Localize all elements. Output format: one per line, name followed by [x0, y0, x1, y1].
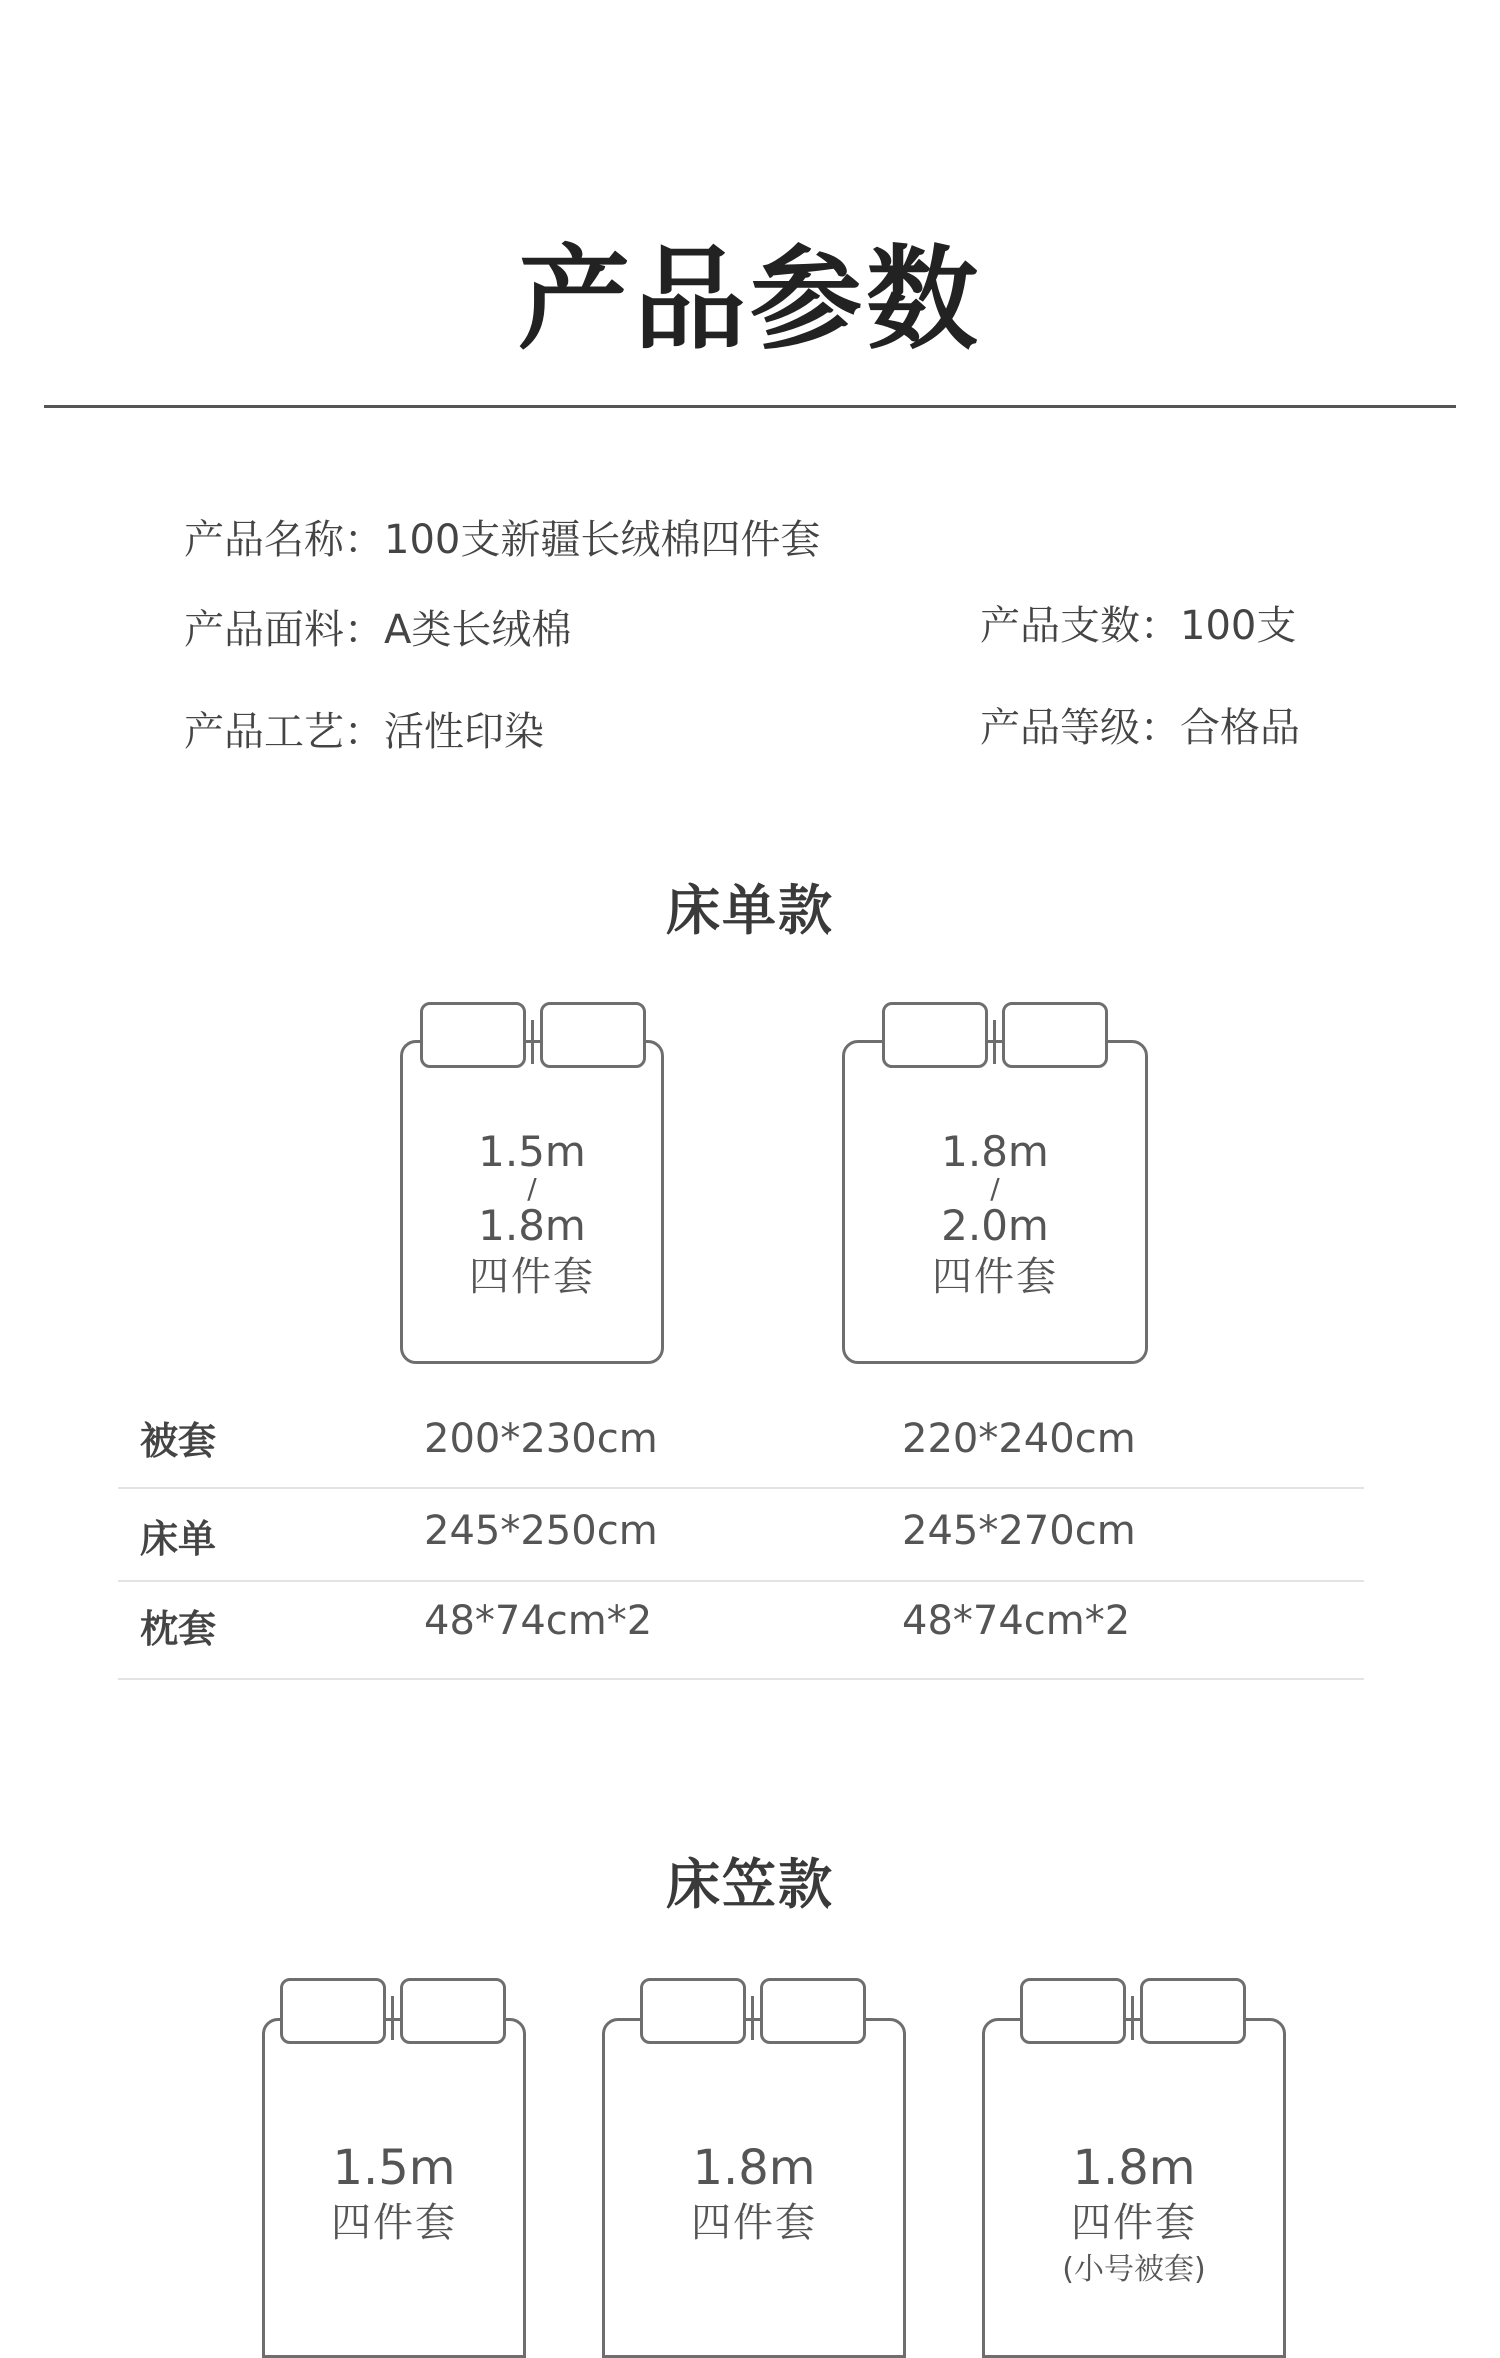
row-value-duvet-2: 220*240cm: [902, 1416, 1136, 1462]
spec-product-name: 产品名称：100支新疆长绒棉四件套: [184, 517, 821, 563]
spec-product-count: 产品支数：100支: [980, 603, 1297, 649]
bed-label-fitted-3: [982, 2140, 1286, 2290]
pillow-icon: [1002, 1002, 1108, 1068]
bed-size-slash: /: [527, 1172, 537, 1205]
title-divider: [44, 405, 1456, 408]
row-label-duvet-cover: 被套: [140, 1419, 217, 1463]
row-value-sheet-1: 245*250cm: [424, 1508, 658, 1554]
bed-seam: [751, 1996, 754, 2040]
bed-set-label: 四件套: [331, 2200, 457, 2246]
pillow-icon: [420, 1002, 526, 1068]
spec-product-craft: 产品工艺：活性印染: [184, 709, 544, 755]
bed-seam: [531, 1020, 534, 1064]
bed-size-top: 1.8m: [941, 1127, 1049, 1176]
bed-size-slash: /: [990, 1172, 1000, 1205]
bed-size: 1.8m: [692, 2140, 816, 2196]
spec-product-grade: 产品等级：合格品: [980, 705, 1300, 751]
bed-label-fitted-2: [602, 2140, 906, 2250]
pillow-icon: [640, 1978, 746, 2044]
bed-seam: [391, 1996, 394, 2040]
row-value-sheet-2: 245*270cm: [902, 1508, 1136, 1554]
bed-size-top: 1.5m: [478, 1127, 586, 1176]
bed-set-label: 四件套: [932, 1254, 1058, 1300]
bed-size-bottom: 1.8m: [478, 1201, 586, 1250]
bed-label-sheet-2: [842, 1128, 1148, 1304]
row-value-duvet-1: 200*230cm: [424, 1416, 658, 1462]
bed-size: 1.8m: [1072, 2140, 1196, 2196]
bed-size-bottom: 2.0m: [941, 1201, 1049, 1250]
fitted-section-title: 床笠款: [666, 1853, 834, 1916]
row-label-sheet: 床单: [140, 1517, 217, 1561]
pillow-icon: [1140, 1978, 1246, 2044]
bed-set-label: 四件套: [469, 1254, 595, 1300]
pillow-icon: [400, 1978, 506, 2044]
page-title: 产品参数: [518, 235, 982, 365]
sheet-section-title: 床单款: [666, 879, 834, 942]
bed-label-fitted-1: [262, 2140, 526, 2250]
table-row-divider: [118, 1678, 1364, 1680]
pillow-icon: [1020, 1978, 1126, 2044]
row-value-pillowcase-2: 48*74cm*2: [902, 1598, 1131, 1644]
row-label-pillowcase: 枕套: [140, 1607, 217, 1651]
row-value-pillowcase-1: 48*74cm*2: [424, 1598, 653, 1644]
table-row-divider: [118, 1487, 1364, 1489]
bed-set-label: 四件套: [691, 2200, 817, 2246]
pillow-icon: [760, 1978, 866, 2044]
bed-label-sheet-1: [400, 1128, 664, 1304]
bed-size: 1.5m: [332, 2140, 456, 2196]
bed-seam: [1131, 1996, 1134, 2040]
bed-set-label: 四件套: [1071, 2200, 1197, 2246]
pillow-icon: [882, 1002, 988, 1068]
table-row-divider: [118, 1580, 1364, 1582]
pillow-icon: [280, 1978, 386, 2044]
pillow-icon: [540, 1002, 646, 1068]
spec-product-fabric: 产品面料：A类长绒棉: [184, 607, 572, 653]
bed-note: (小号被套): [1062, 2252, 1206, 2287]
bed-seam: [993, 1020, 996, 1064]
